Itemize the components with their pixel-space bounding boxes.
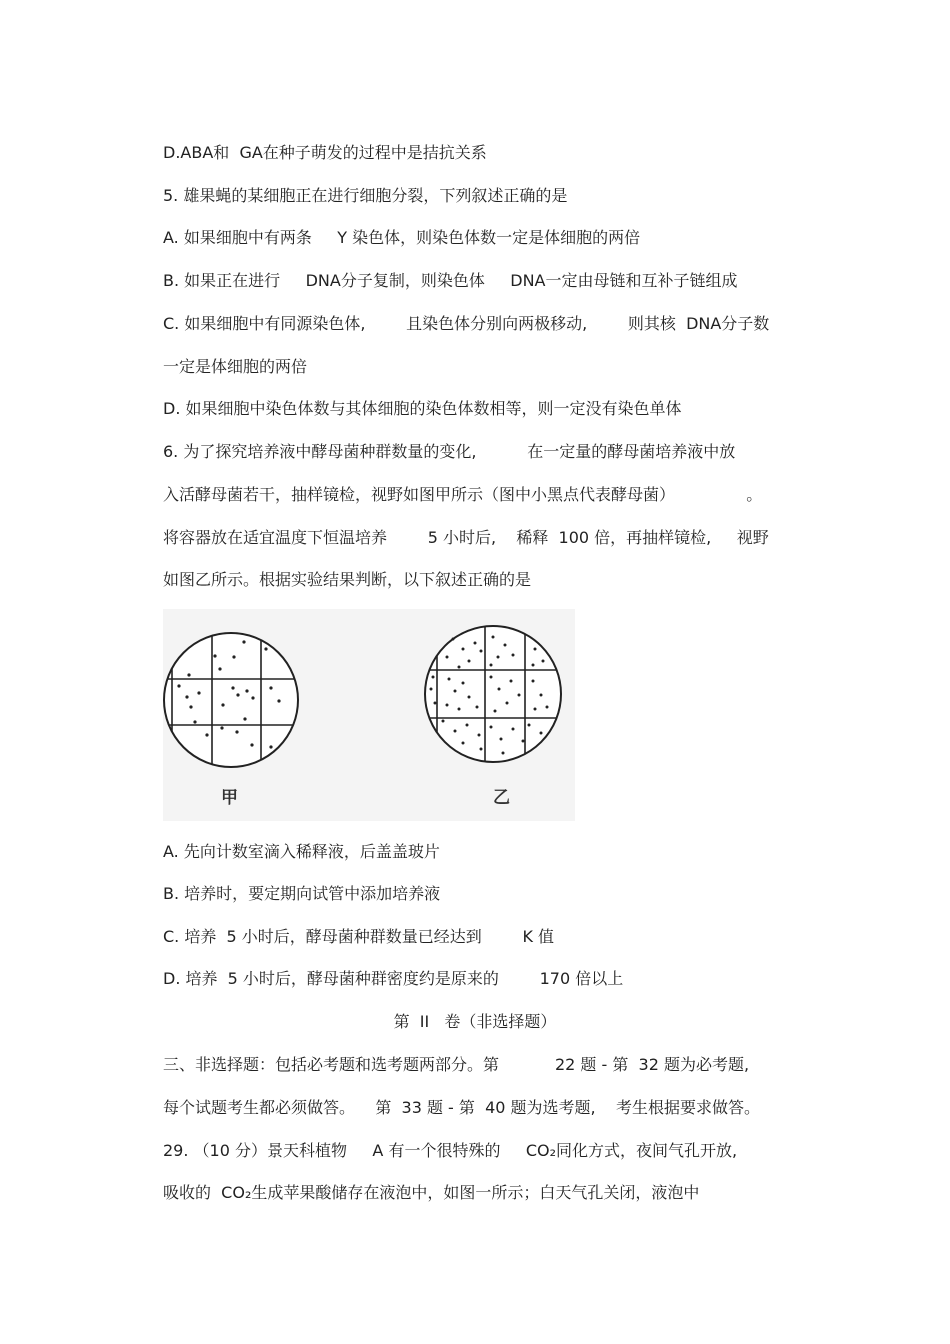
question-5-option-a: A. 如果细胞中有两条 Y 染色体，则染色体数一定是体细胞的两倍 bbox=[163, 228, 641, 247]
question-5-option-b: B. 如果正在进行 DNA分子复制，则染色体 DNA一定由母链和互补子链组成 bbox=[163, 271, 738, 290]
question-5-option-c-cont: 一定是体细胞的两倍 bbox=[163, 357, 308, 376]
question-6-option-b: B. 培养时，要定期向试管中添加培养液 bbox=[163, 884, 441, 903]
section-3-intro-2: 每个试题考生都必须做答。 第 33 题 - 第 40 题为选考题, 考生根据要求做答。 bbox=[163, 1098, 760, 1117]
question-6-option-a: A. 先向计数室滴入稀释液，后盖盖玻片 bbox=[163, 842, 440, 861]
section-3-intro: 三、非选择题：包括必考题和选考题两部分。第 22 题 - 第 32 题为必考题, bbox=[163, 1055, 750, 1074]
question-6-option-c: C. 培养 5 小时后，酵母菌种群数量已经达到 K 值 bbox=[163, 927, 555, 946]
microscope-figure bbox=[163, 609, 575, 821]
microscope-diagram bbox=[163, 609, 575, 821]
field-of-view-jia bbox=[163, 609, 363, 809]
question-6-stem-2: 入活酵母菌若干，抽样镜检，视野如图甲所示（图中小黑点代表酵母菌） 。 bbox=[163, 485, 763, 504]
question-29-stem-2: 吸收的 CO₂生成苹果酸储存在液泡中，如图一所示；白天气孔关闭，液泡中 bbox=[163, 1183, 700, 1202]
field-of-view-yi bbox=[363, 609, 575, 809]
label-yi: 乙 bbox=[493, 788, 510, 808]
line-1: D.ABA和 GA在种子萌发的过程中是拮抗关系 bbox=[163, 143, 487, 162]
question-6-stem-3: 将容器放在适宜温度下恒温培养 5 小时后, 稀释 100 倍，再抽样镜检, 视野 bbox=[163, 528, 769, 547]
question-5-option-c: C. 如果细胞中有同源染色体, 且染色体分别向两极移动, 则其核 DNA分子数 bbox=[163, 314, 770, 333]
question-6-stem-4: 如图乙所示。根据实验结果判断，以下叙述正确的是 bbox=[163, 570, 532, 589]
question-5-stem: 5. 雄果蝇的某细胞正在进行细胞分裂，下列叙述正确的是 bbox=[163, 186, 568, 205]
question-29-stem: 29. （10 分）景天科植物 A 有一个很特殊的 CO₂同化方式，夜间气孔开放, bbox=[163, 1141, 738, 1160]
label-jia: 甲 bbox=[221, 788, 238, 808]
question-6-option-d: D. 培养 5 小时后，酵母菌种群密度约是原来的 170 倍以上 bbox=[163, 969, 624, 988]
question-5-option-d: D. 如果细胞中染色体数与其体细胞的染色体数相等，则一定没有染色单体 bbox=[163, 399, 682, 418]
question-6-stem: 6. 为了探究培养液中酵母菌种群数量的变化, 在一定量的酵母菌培养液中放 bbox=[163, 442, 736, 461]
section-title: 第 II 卷（非选择题） bbox=[393, 1012, 557, 1031]
